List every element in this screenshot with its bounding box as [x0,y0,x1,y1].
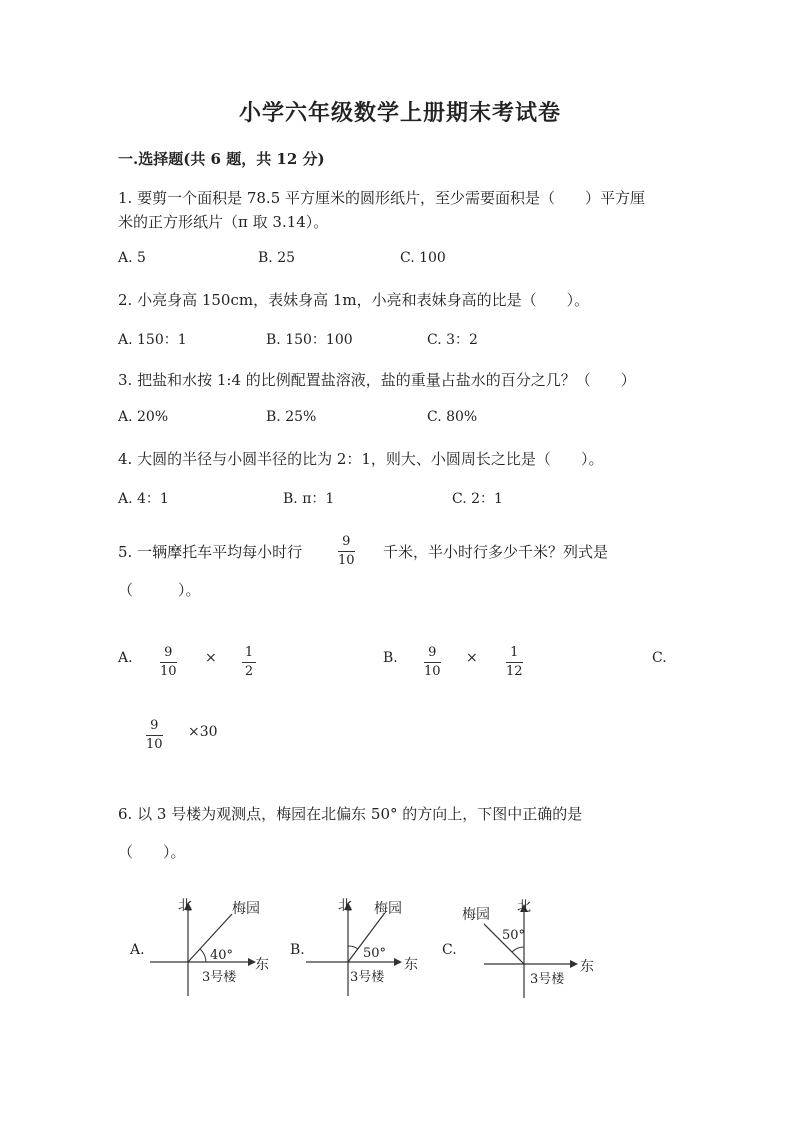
fraction-bar [338,551,355,552]
fraction-denominator: 10 [160,664,177,679]
question-5-option-b-fraction-2 [506,645,523,680]
fraction-numerator: 9 [164,645,173,660]
diagram-c-angle: 50° [502,928,526,943]
east-arrow [394,958,402,966]
fraction-denominator: 10 [338,553,355,568]
diagram-c [484,894,594,1004]
diagram-a-east: 东 [255,957,269,973]
question-5-option-c-fraction [146,718,163,753]
angle-arc [200,949,206,962]
diagram-b-place: 梅园 [374,901,402,917]
angle-arc [512,947,524,952]
question-5-option-c-label[interactable]: C. [652,650,667,666]
diagram-b-label[interactable]: B. [290,942,305,958]
diagram-a-origin: 3号楼 [202,970,237,985]
question-6-line-2: （ ）。 [118,843,186,861]
fraction-bar [424,662,441,663]
question-3-option-b[interactable]: B. 25% [266,409,317,425]
angle-arc [348,946,358,949]
page-title: 小学六年级数学上册期末考试卷 [238,100,561,126]
question-5-line-1-post: 千米，半小时行多少千米？列式是 [383,543,609,561]
diagram-b-origin: 3号楼 [350,970,385,985]
fraction-bar [146,735,163,736]
question-5-option-b-label[interactable]: B. [383,650,398,666]
question-5-option-a-fraction-1 [160,645,177,680]
fraction-numerator: 1 [510,645,519,660]
fraction-bar [160,662,177,663]
diagram-a [150,892,280,1002]
question-4-line-1: 4. 大圆的半径与小圆半径的比为 2：1，则大、小圆周长之比是（ ）。 [118,450,604,468]
question-2-option-c[interactable]: C. 3：2 [427,332,478,348]
question-5-option-c-tail: ×30 [188,724,218,740]
fraction-numerator: 9 [150,718,159,733]
question-4-option-b[interactable]: B. π：1 [283,491,335,507]
question-5-option-a-label[interactable]: A. [118,650,133,666]
fraction-numerator: 9 [428,645,437,660]
diagram-c-place: 梅园 [462,907,490,923]
fraction-numerator: 1 [244,645,254,660]
question-4-option-c[interactable]: C. 2：1 [452,491,503,507]
diagram-b-east: 东 [404,957,418,973]
fraction-denominator: 10 [424,664,441,679]
diagram-c-north: 北 [517,899,531,915]
diagram-c-origin: 3号楼 [530,972,565,987]
fraction-numerator: 9 [342,534,351,549]
question-2-option-b[interactable]: B. 150：100 [266,332,353,348]
fraction-bar [506,662,523,663]
diagram-a-place: 梅园 [232,901,260,917]
question-5-option-a-fraction-2 [242,645,256,680]
fraction-bar [242,662,256,663]
question-3-option-c[interactable]: C. 80% [427,409,478,425]
question-2-option-a[interactable]: A. 150：1 [118,332,187,348]
question-5-fraction [338,534,355,569]
question-1-line-2: 米的正方形纸片（π 取 3.14）。 [118,213,329,231]
diagram-a-angle: 40° [210,948,234,963]
question-5-option-a-operator: × [205,650,217,666]
question-1-option-a[interactable]: A. 5 [118,250,146,266]
question-5-line-2: （ ）。 [118,581,201,599]
diagram-a-north: 北 [178,898,192,914]
question-5-option-b-fraction-1 [424,645,441,680]
fraction-denominator: 10 [146,737,163,752]
diagram-c-label[interactable]: C. [442,942,457,958]
question-5-line-1-pre: 5. 一辆摩托车平均每小时行 [118,543,303,561]
fraction-denominator: 2 [244,664,254,679]
diagram-b-angle: 50° [363,946,387,961]
question-1-option-b[interactable]: B. 25 [258,250,296,266]
question-3-option-a[interactable]: A. 20% [118,409,169,425]
diagram-b-north: 北 [338,898,352,914]
question-6-line-1: 6. 以 3 号楼为观测点，梅园在北偏东 50° 的方向上，下图中正确的是 [118,805,583,823]
question-4-option-a[interactable]: A. 4：1 [118,491,169,507]
diagram-a-label[interactable]: A. [130,942,145,958]
question-5-option-b-operator: × [466,650,478,666]
fraction-denominator: 12 [506,664,523,679]
section-heading: 一.选择题(共 6 题，共 12 分) [118,150,325,168]
diagram-c-east: 东 [580,959,594,975]
question-2-line-1: 2. 小亮身高 150cm，表妹身高 1m，小亮和表妹身高的比是（ ）。 [118,291,590,309]
question-1-line-1: 1. 要剪一个面积是 78.5 平方厘米的圆形纸片，至少需要面积是（ ）平方厘 [118,189,646,207]
east-arrow [570,960,578,968]
question-1-option-c[interactable]: C. 100 [400,250,446,266]
question-3-line-1: 3. 把盐和水按 1:4 的比例配置盐溶液，盐的重量占盐水的百分之几？（ ） [118,371,636,389]
